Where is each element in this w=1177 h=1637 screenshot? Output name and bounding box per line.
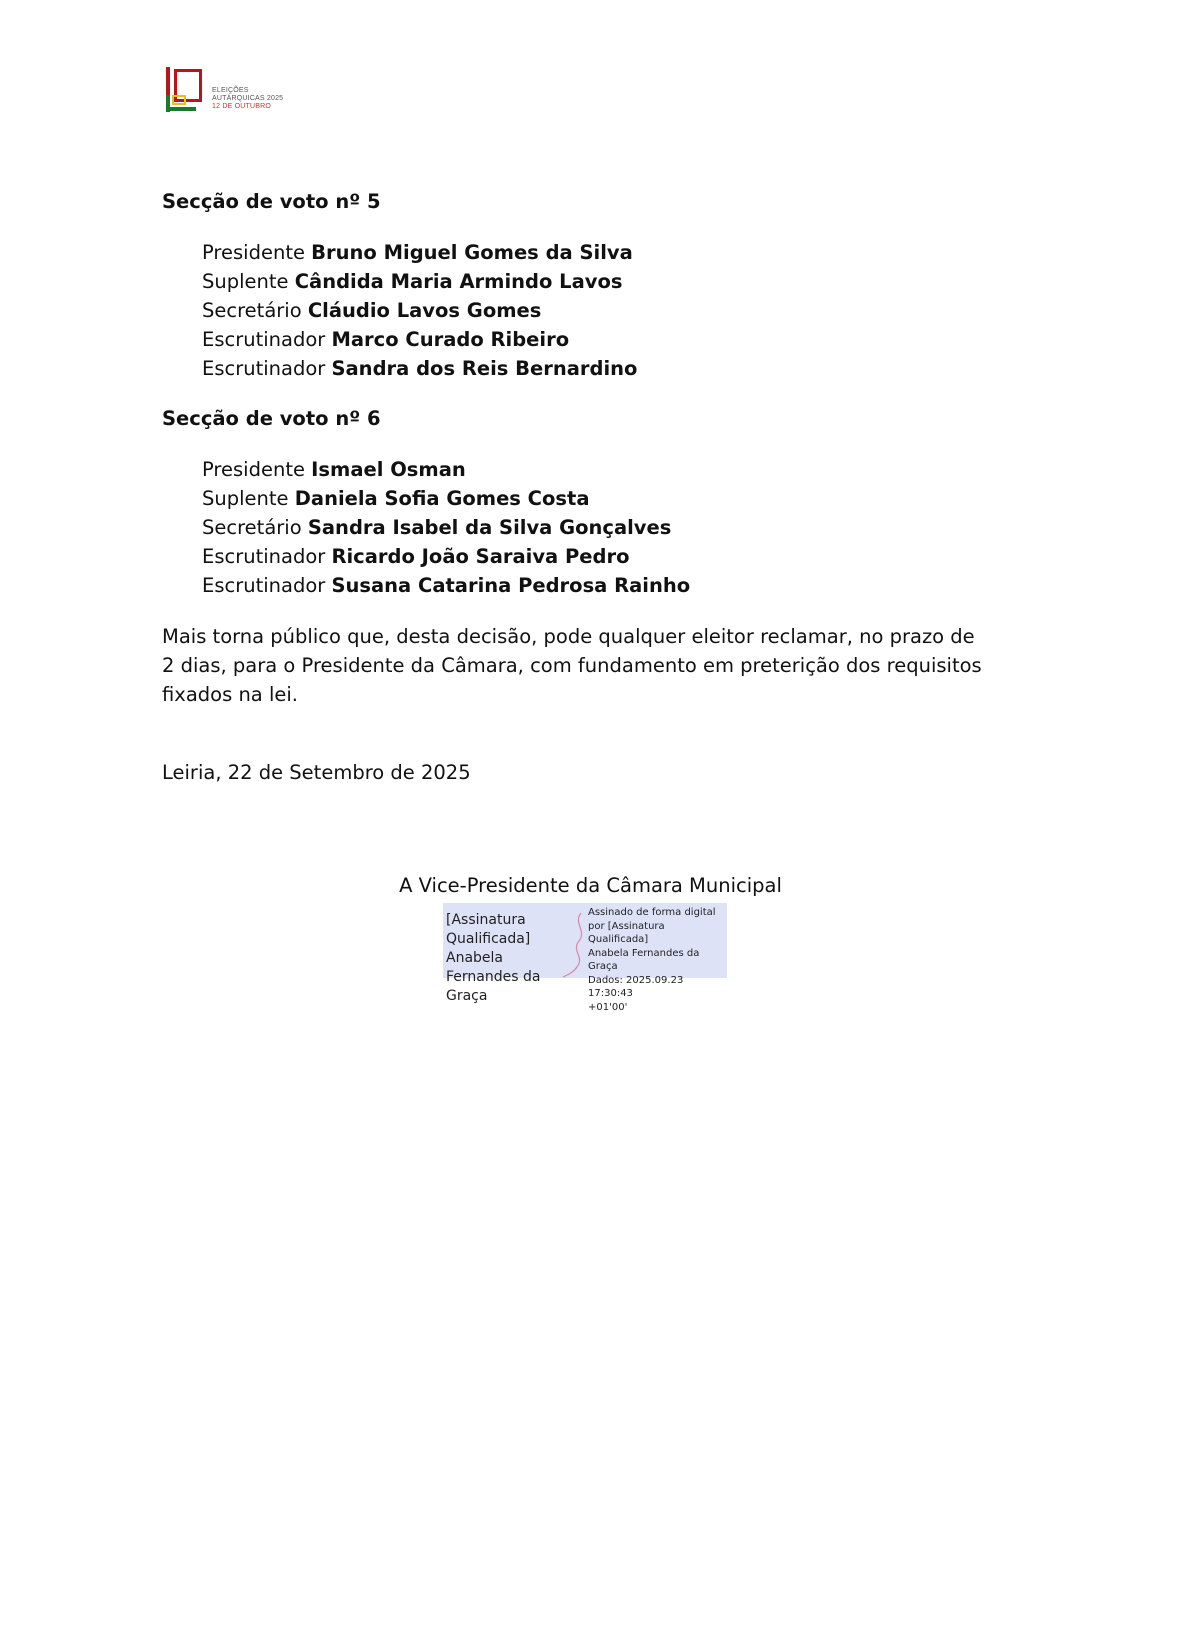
signature-details <box>585 903 727 1013</box>
member-role: Secretário <box>202 299 302 322</box>
member-role: Escrutinador <box>202 574 326 597</box>
member-list <box>202 238 1012 383</box>
member-role: Suplente <box>202 270 289 293</box>
member-role: Suplente <box>202 487 289 510</box>
member-row <box>202 238 1012 267</box>
member-role: Escrutinador <box>202 357 326 380</box>
member-name: Cláudio Lavos Gomes <box>307 299 542 322</box>
member-role: Presidente <box>202 241 305 264</box>
signature-detail-line: Dados: 2025.09.23 17:30:43 <box>588 974 684 999</box>
member-list <box>202 455 1012 600</box>
date-line: Leiria, 22 de Setembro de 2025 <box>162 761 471 784</box>
signature-detail-line: Anabela Fernandes da Graça <box>588 947 700 972</box>
member-role: Escrutinador <box>202 545 326 568</box>
member-row <box>202 484 1012 513</box>
member-row <box>202 571 1012 600</box>
member-role: Secretário <box>202 516 302 539</box>
member-row <box>202 325 1012 354</box>
member-name: Cândida Maria Armindo Lavos <box>294 270 623 293</box>
signer-title: A Vice-Presidente da Câmara Municipal <box>399 874 782 897</box>
section-title: Secção de voto nº 5 <box>162 190 381 213</box>
member-row <box>202 267 1012 296</box>
logo-line-2: AUTÁRQUICAS 2025 <box>212 95 284 102</box>
member-row <box>202 542 1012 571</box>
member-row <box>202 455 1012 484</box>
signature-detail-line: +01'00' <box>588 1001 628 1013</box>
member-name: Sandra Isabel da Silva Gonçalves <box>307 516 672 539</box>
member-name: Bruno Miguel Gomes da Silva <box>311 241 633 264</box>
notice-paragraph: Mais torna público que, desta decisão, pode qualquer eleitor reclamar, no prazo de 2 dias, para o Presidente da Câmara, com fundamento em preterição dos requisitos fixados na lei. <box>162 625 982 706</box>
signature-detail-line: Assinado de forma digital <box>588 907 716 918</box>
election-logo-mark <box>166 67 206 113</box>
signature-detail-line: por [Assinatura Qualificada] <box>588 920 665 945</box>
signature-name <box>443 903 585 1004</box>
logo-line-3: 12 DE OUTUBRO <box>212 103 271 110</box>
logo-line-1: ELEIÇÕES <box>212 87 249 94</box>
member-name: Marco Curado Ribeiro <box>331 328 570 351</box>
signature-name-line: Fernandes da Graça <box>446 969 541 1004</box>
signature-name-line: Qualificada] Anabela <box>446 931 531 966</box>
signer-title-row <box>0 874 1177 897</box>
signature-name-line: [Assinatura <box>446 912 526 928</box>
member-name: Susana Catarina Pedrosa Rainho <box>331 574 691 597</box>
member-name: Ismael Osman <box>311 458 466 481</box>
election-logo-text <box>212 87 283 111</box>
member-role: Presidente <box>202 458 305 481</box>
member-row <box>202 296 1012 325</box>
member-role: Escrutinador <box>202 328 326 351</box>
member-row <box>202 513 1012 542</box>
member-name: Daniela Sofia Gomes Costa <box>294 487 590 510</box>
election-logo <box>166 67 283 113</box>
member-row <box>202 354 1012 383</box>
member-name: Sandra dos Reis Bernardino <box>331 357 638 380</box>
digital-signature-box <box>443 903 727 1013</box>
document-body <box>162 188 1012 787</box>
section-title: Secção de voto nº 6 <box>162 407 381 430</box>
member-name: Ricardo João Saraiva Pedro <box>331 545 630 568</box>
